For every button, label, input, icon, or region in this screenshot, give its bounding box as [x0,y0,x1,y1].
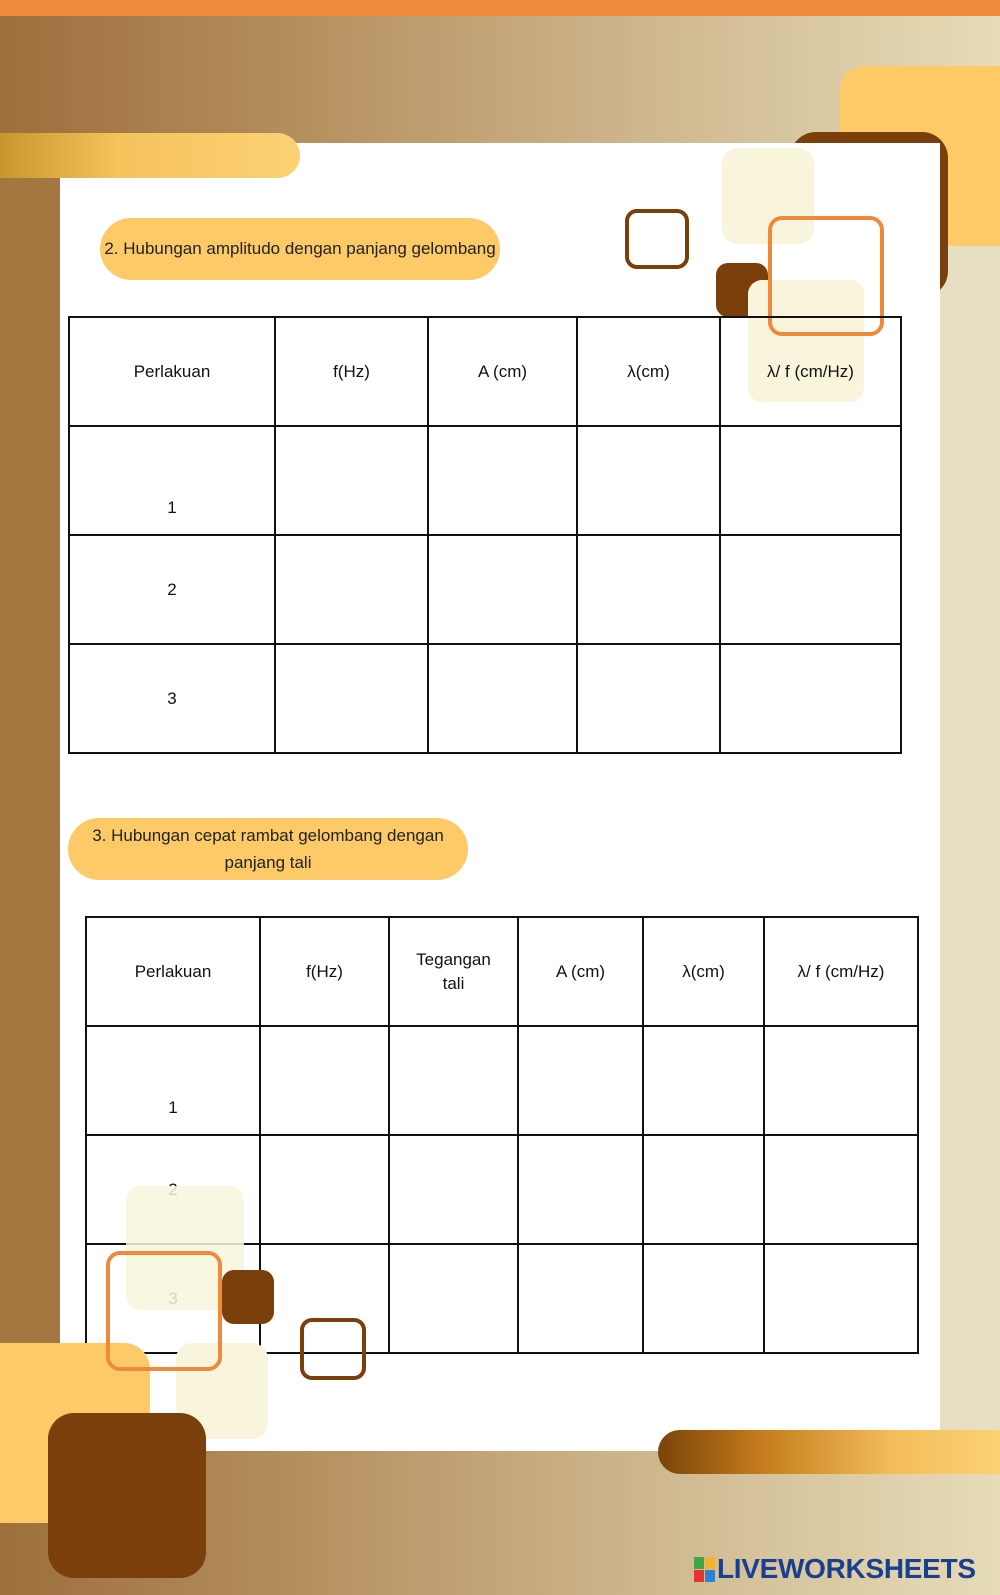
left-border-band [0,150,62,1350]
table-row [69,426,901,535]
section-2-heading-text: 2. Hubungan amplitudo dengan panjang gelombang [104,239,496,258]
input-cell[interactable] [260,1026,389,1135]
deco-outline-square-small-2 [300,1318,366,1380]
row-label: 2 [69,535,275,644]
section-3-heading-line1: 3. Hubungan cepat rambat gelombang dengan [92,826,444,845]
header-tension [389,917,518,1026]
deco-pill-bottom-right [658,1430,1000,1474]
header-frequency: f(Hz) [275,317,428,426]
header-ratio: λ/ f (cm/Hz) [764,917,918,1026]
deco-orange-outline-square-2 [106,1251,222,1371]
logo-text: LIVEWORKSHEETS [717,1553,976,1584]
liveworksheets-logo[interactable] [694,1554,976,1584]
input-cell[interactable] [720,426,901,535]
row-label: 3 [69,644,275,753]
input-cell[interactable] [720,644,901,753]
table-row [69,535,901,644]
input-cell[interactable] [275,644,428,753]
input-cell[interactable] [643,1244,764,1353]
row-label: 1 [86,1026,260,1135]
input-cell[interactable] [275,535,428,644]
row-label: 1 [69,426,275,535]
input-cell[interactable] [764,1026,918,1135]
header-perlakuan: Perlakuan [69,317,275,426]
input-cell[interactable] [428,644,577,753]
section-3-heading-line2: panjang tali [224,853,312,872]
header-wavelength: λ(cm) [577,317,720,426]
input-cell[interactable] [428,426,577,535]
input-cell[interactable] [389,1135,518,1244]
table-amplitudo [68,316,902,754]
table-row [86,1026,918,1135]
header-ratio: λ/ f (cm/Hz) [720,317,901,426]
header-amplitude: A (cm) [428,317,577,426]
table-header-row [69,317,901,426]
input-cell[interactable] [577,535,720,644]
input-cell[interactable] [275,426,428,535]
section-2-heading [100,218,500,280]
input-cell[interactable] [643,1026,764,1135]
input-cell[interactable] [260,1135,389,1244]
logo-mark-icon [694,1557,715,1582]
input-cell[interactable] [577,644,720,753]
input-cell[interactable] [389,1244,518,1353]
right-border-band [938,150,1000,1450]
input-cell[interactable] [518,1026,643,1135]
input-cell[interactable] [764,1244,918,1353]
header-frequency: f(Hz) [260,917,389,1026]
input-cell[interactable] [518,1135,643,1244]
input-cell[interactable] [764,1135,918,1244]
input-cell[interactable] [518,1244,643,1353]
input-cell[interactable] [720,535,901,644]
header-perlakuan: Perlakuan [86,917,260,1026]
deco-pill-top-left [0,133,300,178]
header-wavelength: λ(cm) [643,917,764,1026]
header-amplitude: A (cm) [518,917,643,1026]
top-stripe [0,0,1000,16]
section-3-heading [68,818,468,880]
deco-outline-square-small [625,209,689,269]
deco-brown-square-small-2 [222,1270,274,1324]
input-cell[interactable] [577,426,720,535]
deco-brown-square-bottom-left [48,1413,206,1578]
table-row [69,644,901,753]
input-cell[interactable] [389,1026,518,1135]
input-cell[interactable] [428,535,577,644]
input-cell[interactable] [643,1135,764,1244]
table-header-row [86,917,918,1026]
header-tension-text: Tegangan tali [416,949,491,993]
